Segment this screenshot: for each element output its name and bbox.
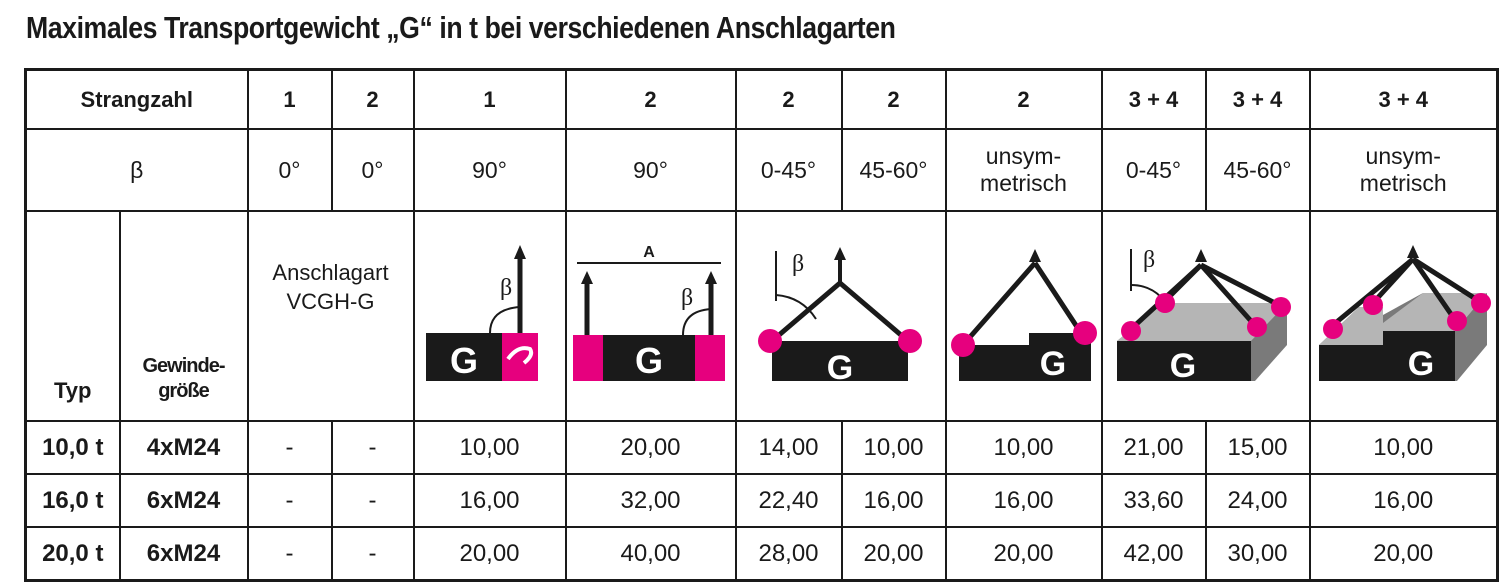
sling-line — [1373, 259, 1413, 303]
beta-symbol: β — [1142, 247, 1155, 273]
illustration-row — [26, 211, 1498, 421]
value-cell: 16,00 — [946, 474, 1102, 527]
load-label: G — [634, 340, 663, 381]
beta-cell — [1310, 129, 1498, 211]
value-cell: 14,00 — [736, 421, 842, 474]
value-cell: 40,00 — [566, 527, 736, 581]
figure-four-leg-cell — [1102, 211, 1310, 421]
anschlagart-line2: VCGH-G — [286, 289, 375, 314]
strangzahl-label: Strangzahl — [26, 70, 248, 130]
table-row — [26, 527, 1498, 581]
lifting-point-icon — [1073, 321, 1097, 345]
load-label: G — [1408, 345, 1435, 383]
gewinde-cell: 6xM24 — [120, 527, 248, 581]
strangzahl-cell: 2 — [736, 70, 842, 130]
sling-line — [1201, 265, 1279, 305]
lifting-point-icon — [758, 329, 782, 353]
lifting-point-icon — [1323, 319, 1343, 339]
lifting-point-icon — [1247, 317, 1267, 337]
beta-symbol: β — [499, 275, 512, 301]
value-cell: 30,00 — [1206, 527, 1310, 581]
strangzahl-cell: 3 + 4 — [1102, 70, 1206, 130]
beta-cell: 90° — [414, 129, 566, 211]
figure-two-leg-cell — [736, 211, 946, 421]
page-title: Maximales Transportgewicht „G“ in t bei verschiedenen Anschlagarten — [26, 10, 896, 45]
lift-arrow-icon — [834, 247, 846, 260]
value-cell: 16,00 — [1310, 474, 1498, 527]
lifting-point-icon — [1471, 293, 1491, 313]
beta-cell: 45-60° — [842, 129, 946, 211]
value-cell: 32,00 — [566, 474, 736, 527]
lift-arrow-icon — [514, 245, 526, 259]
value-cell: - — [248, 421, 332, 474]
beta-line1: unsym- — [1365, 143, 1441, 169]
sling-line — [840, 283, 908, 341]
value-cell: 10,00 — [1310, 421, 1498, 474]
strangzahl-cell: 3 + 4 — [1310, 70, 1498, 130]
gewinde-label — [120, 211, 248, 421]
lifting-point-icon — [1363, 295, 1383, 315]
load-label: G — [1039, 345, 1066, 383]
lifting-point-icon — [695, 335, 725, 381]
spreader-lift-figure — [571, 241, 731, 391]
value-cell: 20,00 — [1310, 527, 1498, 581]
strangzahl-cell: 1 — [248, 70, 332, 130]
value-cell: - — [248, 527, 332, 581]
value-cell: 21,00 — [1102, 421, 1206, 474]
strangzahl-cell: 2 — [566, 70, 736, 130]
figure-spreader-cell — [566, 211, 736, 421]
lift-arrow-icon — [1195, 249, 1207, 262]
beta-line2: metrisch — [1359, 170, 1447, 196]
gewinde-label-line2: größe — [158, 380, 209, 402]
typ-cell: 20,0 t — [26, 527, 120, 581]
value-cell: 15,00 — [1206, 421, 1310, 474]
lift-arrow-icon — [581, 271, 593, 284]
value-cell: - — [248, 474, 332, 527]
anschlagart-label — [248, 211, 414, 421]
sling-line — [963, 263, 1035, 345]
lifting-point-icon — [1447, 311, 1467, 331]
figure-asymmetric-four-leg-cell — [1310, 211, 1498, 421]
lifting-point-icon — [573, 335, 603, 381]
value-cell: 20,00 — [842, 527, 946, 581]
angle-arc — [683, 309, 711, 335]
figure-single-vertical-cell — [414, 211, 566, 421]
value-cell: 24,00 — [1206, 474, 1310, 527]
value-cell: 42,00 — [1102, 527, 1206, 581]
load-capacity-table — [24, 68, 1499, 582]
strangzahl-cell: 3 + 4 — [1206, 70, 1310, 130]
beta-cell: 0° — [332, 129, 414, 211]
lift-arrow-icon — [1029, 249, 1041, 262]
strangzahl-cell: 2 — [842, 70, 946, 130]
value-cell: 16,00 — [842, 474, 946, 527]
beta-symbol: β — [680, 285, 693, 311]
beta-label: β — [26, 129, 248, 211]
strangzahl-cell: 1 — [414, 70, 566, 130]
value-cell: 20,00 — [414, 527, 566, 581]
gewinde-cell: 6xM24 — [120, 474, 248, 527]
load-block — [959, 333, 1091, 381]
value-cell: 20,00 — [566, 421, 736, 474]
anschlagart-line1: Anschlagart — [272, 260, 389, 285]
angle-arc — [490, 307, 520, 333]
gewinde-label-line1: Gewinde- — [142, 355, 225, 377]
value-cell: 20,00 — [946, 527, 1102, 581]
lifting-point-icon — [1121, 321, 1141, 341]
load-label: G — [826, 349, 853, 387]
value-cell: - — [332, 421, 414, 474]
lifting-point-icon — [951, 333, 975, 357]
typ-cell: 10,0 t — [26, 421, 120, 474]
value-cell: - — [332, 474, 414, 527]
figure-asymmetric-two-leg-cell — [946, 211, 1102, 421]
four-leg-lift-figure — [1111, 241, 1301, 391]
beta-symbol: β — [791, 251, 804, 277]
load-label: G — [1169, 347, 1196, 385]
two-leg-lift-figure — [746, 241, 936, 391]
value-cell: 10,00 — [842, 421, 946, 474]
typ-cell: 16,0 t — [26, 474, 120, 527]
table-row — [26, 474, 1498, 527]
spreader-label: A — [642, 244, 655, 261]
beta-cell: 0-45° — [1102, 129, 1206, 211]
angle-arc — [1131, 285, 1161, 297]
beta-cell — [946, 129, 1102, 211]
strangzahl-row — [26, 70, 1498, 130]
beta-line2: metrisch — [980, 170, 1067, 196]
value-cell: - — [332, 527, 414, 581]
lift-arrow-icon — [705, 271, 717, 284]
lifting-point-icon — [1155, 293, 1175, 313]
load-label: G — [449, 340, 478, 381]
strangzahl-cell: 2 — [332, 70, 414, 130]
beta-cell: 90° — [566, 129, 736, 211]
value-cell: 28,00 — [736, 527, 842, 581]
value-cell: 10,00 — [946, 421, 1102, 474]
lift-arrow-icon — [1407, 245, 1419, 258]
asymmetric-two-leg-figure — [949, 241, 1099, 391]
value-cell: 22,40 — [736, 474, 842, 527]
asymmetric-four-leg-figure — [1313, 241, 1493, 391]
single-vertical-lift-figure — [420, 241, 560, 391]
sling-line — [1035, 263, 1081, 333]
beta-cell: 45-60° — [1206, 129, 1310, 211]
typ-label: Typ — [26, 211, 120, 421]
beta-line1: unsym- — [985, 143, 1062, 169]
beta-row — [26, 129, 1498, 211]
lifting-point-icon — [898, 329, 922, 353]
value-cell: 10,00 — [414, 421, 566, 474]
gewinde-cell: 4xM24 — [120, 421, 248, 474]
beta-cell: 0° — [248, 129, 332, 211]
value-cell: 33,60 — [1102, 474, 1206, 527]
beta-cell: 0-45° — [736, 129, 842, 211]
table-row — [26, 421, 1498, 474]
sling-line — [772, 283, 840, 341]
value-cell: 16,00 — [414, 474, 566, 527]
lifting-point-icon — [1271, 297, 1291, 317]
strangzahl-cell: 2 — [946, 70, 1102, 130]
